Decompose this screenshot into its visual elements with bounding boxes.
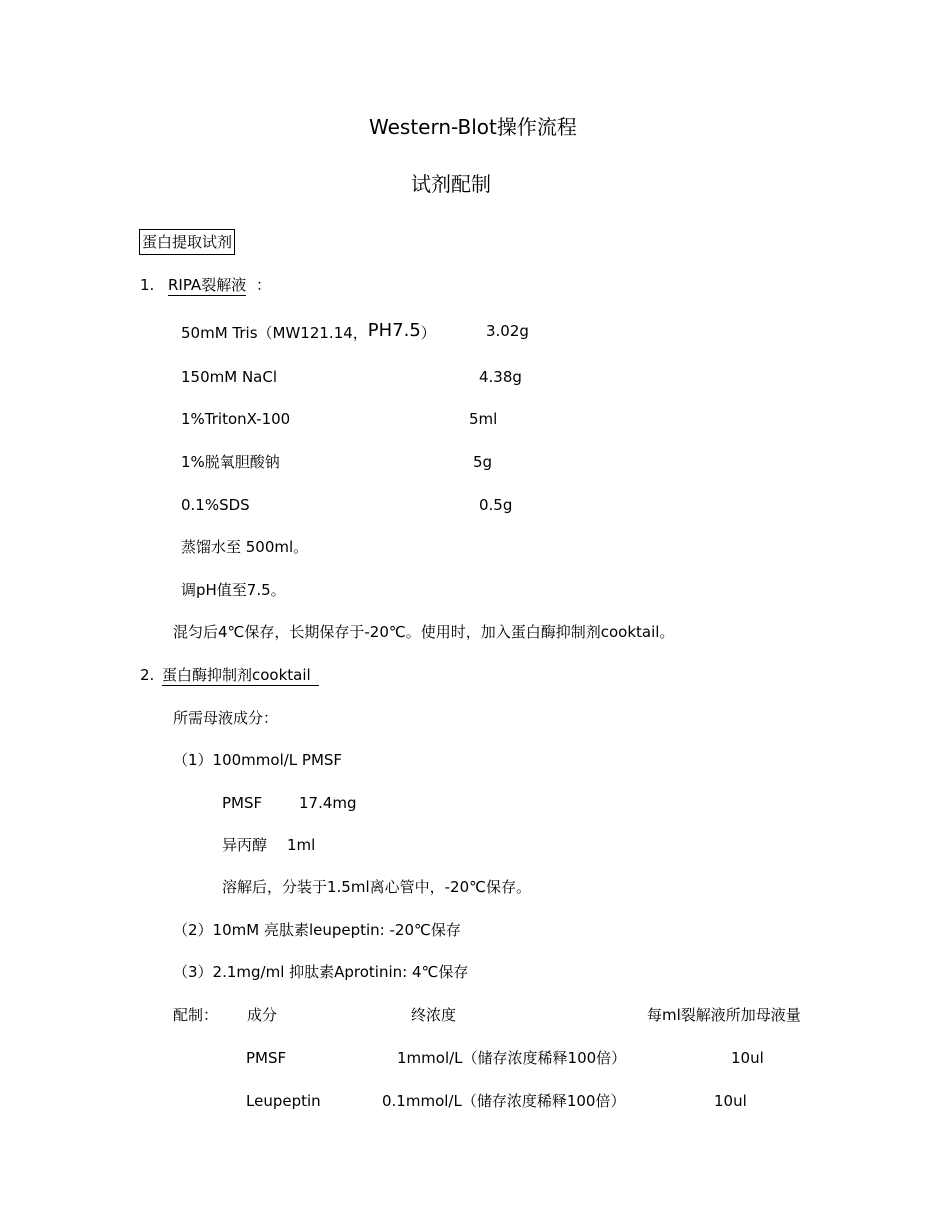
reagent-name-triton: 1%TritonX-100: [181, 410, 291, 428]
item1-colon: ：: [256, 276, 272, 294]
sub-item-leupeptin: （2）10mM 亮肽素leupeptin: -20℃保存: [173, 921, 461, 939]
reagent-amount-nacl: 4.38g: [479, 368, 522, 386]
prep-header-component: 成分: [247, 1006, 278, 1024]
reagent-name-nacl: 150mM NaCl: [181, 368, 278, 386]
reagent-amount-triton: 5ml: [469, 410, 498, 428]
storage-instruction: 混匀后4℃保存，长期保存于-20℃。使用时，加入蛋白酶抑制剂cooktail。: [173, 623, 675, 641]
reagent-amount-sds: 0.5g: [479, 496, 513, 514]
prep-row-leupeptin-volume: 10ul: [714, 1092, 747, 1110]
ph-instruction: 调pH值至7.5。: [181, 581, 286, 599]
reagent-amount-tris: 3.02g: [486, 322, 529, 340]
item1-number: 1.: [140, 276, 155, 294]
page-subtitle: 试剂配制: [411, 172, 491, 196]
prep-row-leupeptin-component: Leupeptin: [246, 1092, 321, 1110]
dissolve-instruction: 溶解后，分装于1.5ml离心管中，-20℃保存。: [222, 878, 531, 896]
item2-heading: 蛋白酶抑制剂cooktail: [162, 668, 319, 686]
prep-row-pmsf-concentration: 1mmol/L（储存浓度稀释100倍）: [397, 1049, 627, 1067]
reagent-amount-deoxycholate: 5g: [473, 453, 493, 471]
prep-header-volume-per-ml: 每ml裂解液所加母液量: [647, 1006, 801, 1024]
sub-item-aprotinin: （3）2.1mg/ml 抑肽素Aprotinin: 4℃保存: [173, 963, 469, 981]
prep-row-pmsf-volume: 10ul: [731, 1049, 764, 1067]
sub-item-pmsf: （1）100mmol/L PMSF: [173, 751, 343, 769]
section-label-protein-extraction: 蛋白提取试剂: [139, 229, 235, 255]
prep-row-pmsf-component: PMSF: [246, 1049, 287, 1067]
prep-row-leupeptin-concentration: 0.1mmol/L（储存浓度稀释100倍）: [382, 1092, 626, 1110]
prep-label: 配制：: [173, 1006, 219, 1024]
isopropanol-row-value: 1ml: [287, 836, 316, 854]
stock-solution-label: 所需母液成分：: [173, 709, 279, 727]
item1-heading: RIPA裂解液: [168, 276, 247, 294]
page-title: Western-Blot操作流程: [369, 115, 577, 139]
pmsf-row-name: PMSF: [222, 794, 263, 812]
reagent-name-deoxycholate: 1%脱氧胆酸钠: [181, 453, 280, 471]
water-instruction: 蒸馏水至 500ml。: [181, 538, 309, 556]
prep-header-final-concentration: 终浓度: [411, 1006, 457, 1024]
reagent-row-tris: 50mM Tris（MW121.14，PH7.5）: [181, 320, 436, 342]
reagent-name-sds: 0.1%SDS: [181, 496, 250, 514]
isopropanol-row-name: 异丙醇: [222, 836, 268, 854]
pmsf-row-value: 17.4mg: [299, 794, 357, 812]
item2-number: 2.: [140, 666, 155, 684]
